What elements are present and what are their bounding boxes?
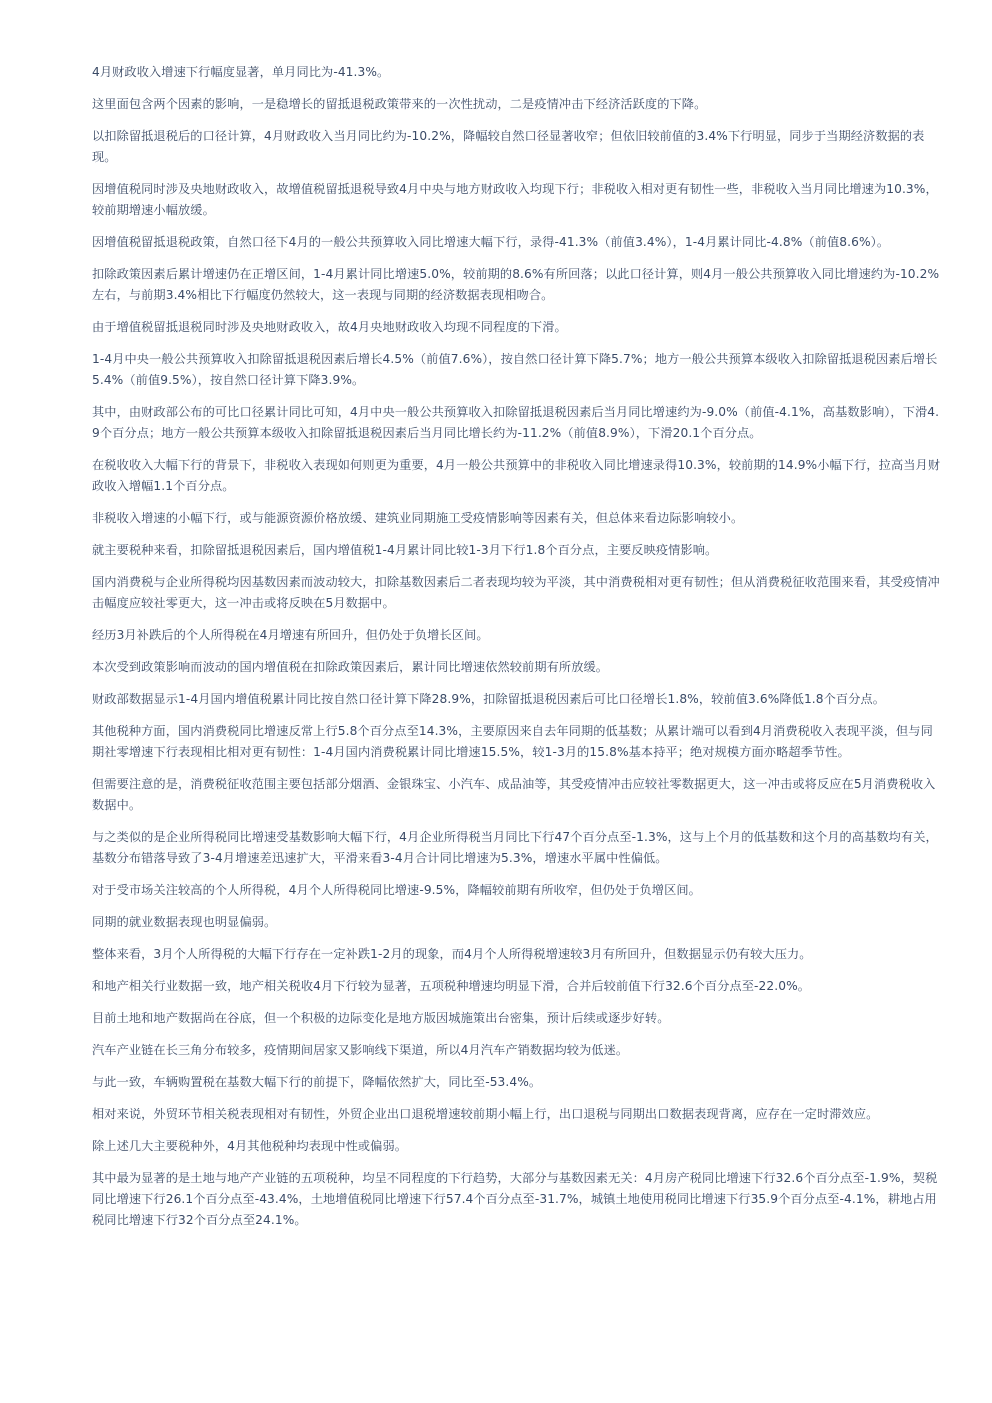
- paragraph: 目前土地和地产数据尚在谷底，但一个积极的边际变化是地方版因城施策出台密集，预计后续或逐步好转。: [92, 1011, 670, 1025]
- paragraph: 与此一致，车辆购置税在基数大幅下行的前提下，降幅依然扩大，同比至-53.4%。: [92, 1075, 542, 1089]
- paragraph: 4月财政收入增速下行幅度显著，单月同比为-41.3%。: [92, 65, 390, 79]
- paragraph: 和地产相关行业数据一致，地产相关税收4月下行较为显著，五项税种增速均明显下滑，合并后较前值下行32.6个百分点至-22.0%。: [92, 979, 811, 993]
- paragraph: 就主要税种来看，扣除留抵退税因素后，国内增值税1-4月累计同比较1-3月下行1.8个百分点，主要反映疫情影响。: [92, 543, 718, 557]
- paragraph: 1-4月中央一般公共预算收入扣除留抵退税因素后增长4.5%（前值7.6%），按自然口径计算下降5.7%；地方一般公共预算本级收入扣除留抵退税因素后增长5.4%（前值9.5%），按自然口径计算下降3.9%。: [92, 352, 938, 387]
- paragraph: 本次受到政策影响而波动的国内增值税在扣除政策因素后，累计同比增速依然较前期有所放缓。: [92, 660, 609, 674]
- paragraph: 对于受市场关注较高的个人所得税，4月个人所得税同比增速-9.5%，降幅较前期有所收窄，但仍处于负增区间。: [92, 883, 701, 897]
- paragraph: 这里面包含两个因素的影响，一是稳增长的留抵退税政策带来的一次性扰动，二是疫情冲击下经济活跃度的下降。: [92, 97, 707, 111]
- paragraph: 除上述几大主要税种外，4月其他税种均表现中性或偏弱。: [92, 1139, 408, 1153]
- paragraph: 扣除政策因素后累计增速仍在正增区间，1-4月累计同比增速5.0%，较前期的8.6%有所回落；以此口径计算，则4月一般公共预算收入同比增速约为-10.2%左右，与前期3.4%相比下行幅度仍然较大，这一表现与同期的经济数据表现相吻合。: [92, 267, 940, 302]
- paragraph: 因增值税同时涉及央地财政收入，故增值税留抵退税导致4月中央与地方财政收入均现下行；非税收入相对更有韧性一些，非税收入当月同比增速为10.3%，较前期增速小幅放缓。: [92, 182, 938, 217]
- paragraph: 汽车产业链在长三角分布较多，疫情期间居家又影响线下渠道，所以4月汽车产销数据均较为低迷。: [92, 1043, 629, 1057]
- paragraph: 由于增值税留抵退税同时涉及央地财政收入，故4月央地财政收入均现不同程度的下滑。: [92, 320, 567, 334]
- paragraph: 其中最为显著的是土地与地产产业链的五项税种，均呈不同程度的下行趋势，大部分与基数因素无关：4月房产税同比增速下行32.6个百分点至-1.9%，契税同比增速下行26.1个百分点至-43.4%，土地增值税同比增速下行57.4个百分点至-31.7%，城镇土地使用税同比增速下行35.9个百分点至-4.1%，耕地占用税同比增速下行32个百分点至24.1%。: [92, 1171, 938, 1227]
- paragraph: 因增值税留抵退税政策，自然口径下4月的一般公共预算收入同比增速大幅下行，录得-41.3%（前值3.4%），1-4月累计同比-4.8%（前值8.6%）。: [92, 235, 890, 249]
- paragraph: 整体来看，3月个人所得税的大幅下行存在一定补跌1-2月的现象，而4月个人所得税增速较3月有所回升，但数据显示仍有较大压力。: [92, 947, 812, 961]
- paragraph: 财政部数据显示1-4月国内增值税累计同比按自然口径计算下降28.9%，扣除留抵退税因素后可比口径增长1.8%，较前值3.6%降低1.8个百分点。: [92, 692, 886, 706]
- paragraph: 在税收收入大幅下行的背景下，非税收入表现如何则更为重要，4月一般公共预算中的非税收入同比增速录得10.3%，较前期的14.9%小幅下行，拉高当月财政收入增幅1.1个百分点。: [92, 458, 941, 493]
- paragraph: 其中，由财政部公布的可比口径累计同比可知，4月中央一般公共预算收入扣除留抵退税因素后当月同比增速约为-9.0%（前值-4.1%，高基数影响），下滑4.9个百分点；地方一般公共预算本级收入扣除留抵退税因素后当月同比增长约为-11.2%（前值8.9%），下滑20.1个百分点。: [92, 405, 940, 440]
- paragraph: 其他税种方面，国内消费税同比增速反常上行5.8个百分点至14.3%，主要原因来自去年同期的低基数；从累计端可以看到4月消费税收入表现平淡，但与同期社零增速下行表现相比相对更有韧性：1-4月国内消费税累计同比增速15.5%，较1-3月的15.8%基本持平；绝对规模方面亦略超季节性。: [92, 724, 933, 759]
- paragraph: 以扣除留抵退税后的口径计算，4月财政收入当月同比约为-10.2%，降幅较自然口径显著收窄；但依旧较前值的3.4%下行明显，同步于当期经济数据的表现。: [92, 129, 925, 164]
- paragraph: 相对来说，外贸环节相关税表现相对有韧性，外贸企业出口退税增速较前期小幅上行，出口退税与同期出口数据表现背离，应存在一定时滞效应。: [92, 1107, 879, 1121]
- paragraph: 与之类似的是企业所得税同比增速受基数影响大幅下行，4月企业所得税当月同比下行47个百分点至-1.3%，这与上个月的低基数和这个月的高基数均有关，基数分布错落导致了3-4月增速差迅速扩大，平滑来看3-4月合计同比增速为5.3%，增速水平属中性偏低。: [92, 830, 938, 865]
- paragraph: 非税收入增速的小幅下行，或与能源资源价格放缓、建筑业同期施工受疫情影响等因素有关，但总体来看边际影响较小。: [92, 511, 744, 525]
- paragraph: 同期的就业数据表现也明显偏弱。: [92, 915, 277, 929]
- paragraph: 但需要注意的是，消费税征收范围主要包括部分烟酒、金银珠宝、小汽车、成品油等，其受疫情冲击应较社零数据更大，这一冲击或将反应在5月消费税收入数据中。: [92, 777, 936, 812]
- paragraph: 国内消费税与企业所得税均因基数因素而波动较大，扣除基数因素后二者表现均较为平淡，其中消费税相对更有韧性；但从消费税征收范围来看，其受疫情冲击幅度应较社零更大，这一冲击或将反映在5月数据中。: [92, 575, 940, 610]
- paragraph: 经历3月补跌后的个人所得税在4月增速有所回升，但仍处于负增长区间。: [92, 628, 489, 642]
- document-body: [92, 62, 944, 1242]
